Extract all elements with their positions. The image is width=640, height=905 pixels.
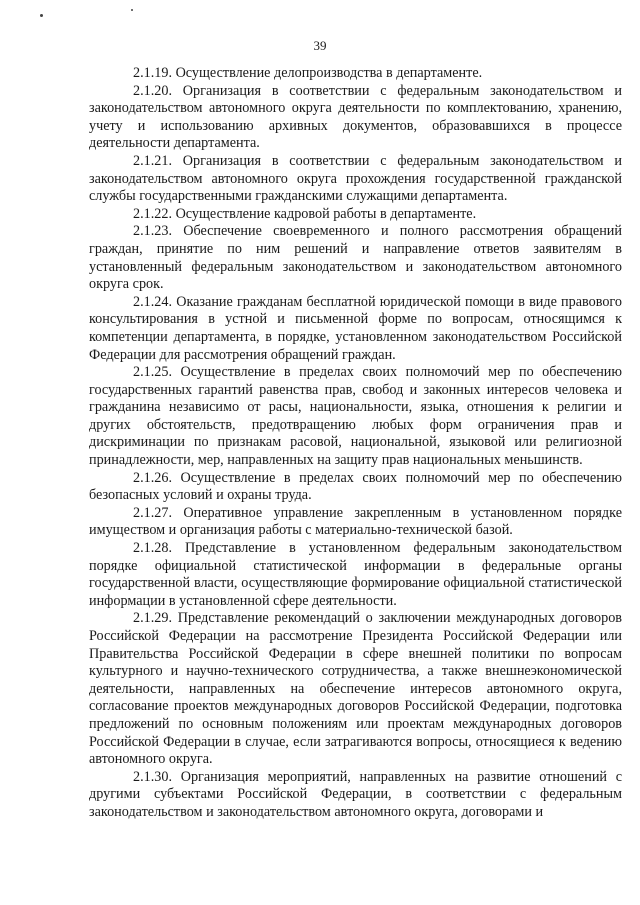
paragraph-2-1-26: 2.1.26. Осуществление в пределах своих полномочий мер по обеспечению безопасных условий и охраны труда. [89,469,622,504]
scan-speck [40,14,43,17]
paragraph-2-1-25: 2.1.25. Осуществление в пределах своих полномочий мер по обеспечению государственных гарантий равенства прав, свобод и законных интересов человека и гражданина независимо от расы, национальности, языка, отношения к религии и других обстоятельств, предотвращению любых форм ограничения прав и дискриминации по признакам расовой, национальной, языковой или религиозной принадлежности, мер, направленных на защиту прав национальных меньшинств. [89,364,622,469]
paragraph-2-1-23: 2.1.23. Обеспечение своевременного и полного рассмотрения обращений граждан, принятие по ним решений и направление ответов заявителям в установленный федеральным законодательством и законодательством автономного округа срок. [89,223,622,293]
scan-speck [131,9,133,11]
document-body [89,65,622,822]
paragraph-2-1-29: 2.1.29. Представление рекомендаций о заключении международных договоров Российской Федерации на рассмотрение Президента Российской Федерации или Правительства Российской Федерации в сфере внешней политики по вопросам культурного и научно-технического сотрудничества, а также внешнеэкономической деятельности, направленных на обеспечение интересов автономного округа, согласование проектов международных договоров Российской Федерации, подготовка предложений по основным положениям или проектам международных договоров Российской Федерации в случае, если затрагиваются вопросы, относящиеся к ведению автономного округа. [89,610,622,768]
page-number: 39 [313,38,327,53]
paragraph-2-1-22: 2.1.22. Осуществление кадровой работы в департаменте. [133,205,477,222]
paragraph-2-1-27: 2.1.27. Оперативное управление закрепленным в установленном порядке имуществом и организация работы с материально-технической базой. [89,504,622,539]
paragraph-2-1-28: 2.1.28. Представление в установленном федеральным законодательством порядке официальной статистической информации в федеральные органы государственной власти, осуществляющие формирование официальной статистической информации в установленной сфере деятельности. [89,540,622,609]
paragraph-2-1-24: 2.1.24. Оказание гражданам бесплатной юридической помощи в виде правового консультирования в устной и письменной форме по вопросам, относящимся к компетенции департамента, в порядке, установленном законодательством Российской Федерации для рассмотрения обращений граждан. [89,293,622,363]
paragraph-2-1-19: 2.1.19. Осуществление делопроизводства в департаменте. [133,65,483,81]
paragraph-2-1-20: 2.1.20. Организация в соответствии с федеральным законодательством и законодательством автономного округа деятельности по комплектованию, хранению, учету и использованию архивных документов, образовавшихся в процессе деятельности департамента. [89,82,622,152]
paragraph-2-1-21: 2.1.21. Организация в соответствии с федеральным законодательством и законодательством автономного округа прохождения государственной гражданской службы государственными гражданскими служащими департамента. [89,152,622,205]
paragraph-2-1-30: 2.1.30. Организация мероприятий, направленных на развитие отношений с другими субъектами Российской Федерации, в соответствии с федеральным законодательством и законодательством автономного округа, договорами и [89,768,622,820]
